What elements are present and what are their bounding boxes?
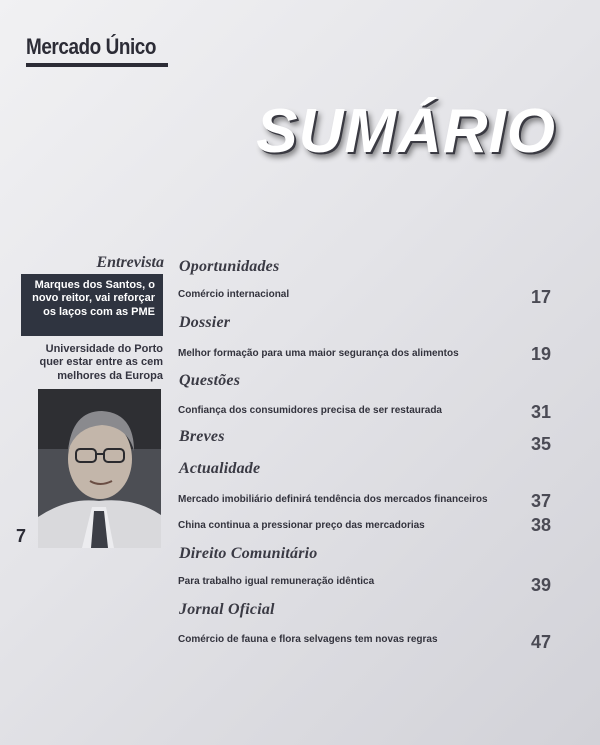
portrait-photo[interactable] xyxy=(38,389,161,548)
toc-item-confianca-consumidores[interactable]: Confiança dos consumidores precisa de ser restaurada xyxy=(178,405,442,416)
toc-item-china-mercadorias[interactable]: China continua a pressionar preço das mercadorias xyxy=(178,520,425,531)
section-heading-oportunidades: Oportunidades xyxy=(179,258,280,275)
toc-page-47: 47 xyxy=(530,632,551,652)
toc-page-39: 39 xyxy=(530,575,551,595)
interview-heading: Entrevista xyxy=(96,254,164,271)
interview-highlight[interactable]: Marques dos Santos, o novo reitor, vai reforçar os laços com as PME xyxy=(21,274,163,336)
interview-caption: Universidade do Porto quer estar entre as cem melhores da Europa xyxy=(39,343,163,382)
toc-item-mercado-imobiliario[interactable]: Mercado imobiliário definirá tendência dos mercados financeiros xyxy=(178,494,488,505)
toc-page-37: 37 xyxy=(530,491,551,511)
toc-item-fauna-flora[interactable]: Comércio de fauna e flora selvagens tem novas regras xyxy=(178,634,438,645)
section-heading-jornal-oficial: Jornal Oficial xyxy=(179,601,275,618)
toc-page-31: 31 xyxy=(530,402,551,422)
page-title: SUMÁRIO xyxy=(256,97,556,166)
toc-item-trabalho-igual[interactable]: Para trabalho igual remuneração idêntica xyxy=(178,576,375,587)
folio-number: 7 xyxy=(16,526,27,546)
toc-page-19: 19 xyxy=(530,344,551,364)
section-heading-actualidade: Actualidade xyxy=(179,460,261,477)
toc-page-17: 17 xyxy=(530,287,551,307)
section-heading-questoes: Questões xyxy=(179,372,241,389)
portrait-illustration xyxy=(38,389,161,548)
brand-name: Mercado Único xyxy=(26,34,157,59)
toc-page-38: 38 xyxy=(530,515,551,535)
toc-item-melhor-formacao[interactable]: Melhor formação para uma maior segurança dos alimentos xyxy=(178,348,459,359)
toc-item-comercio-internacional[interactable]: Comércio internacional xyxy=(178,289,290,300)
section-heading-breves[interactable]: Breves xyxy=(179,428,225,445)
toc-page-35: 35 xyxy=(530,434,551,454)
section-heading-direito-comunitario: Direito Comunitário xyxy=(179,545,318,562)
brand-underline xyxy=(26,63,168,67)
section-heading-dossier: Dossier xyxy=(179,314,231,331)
